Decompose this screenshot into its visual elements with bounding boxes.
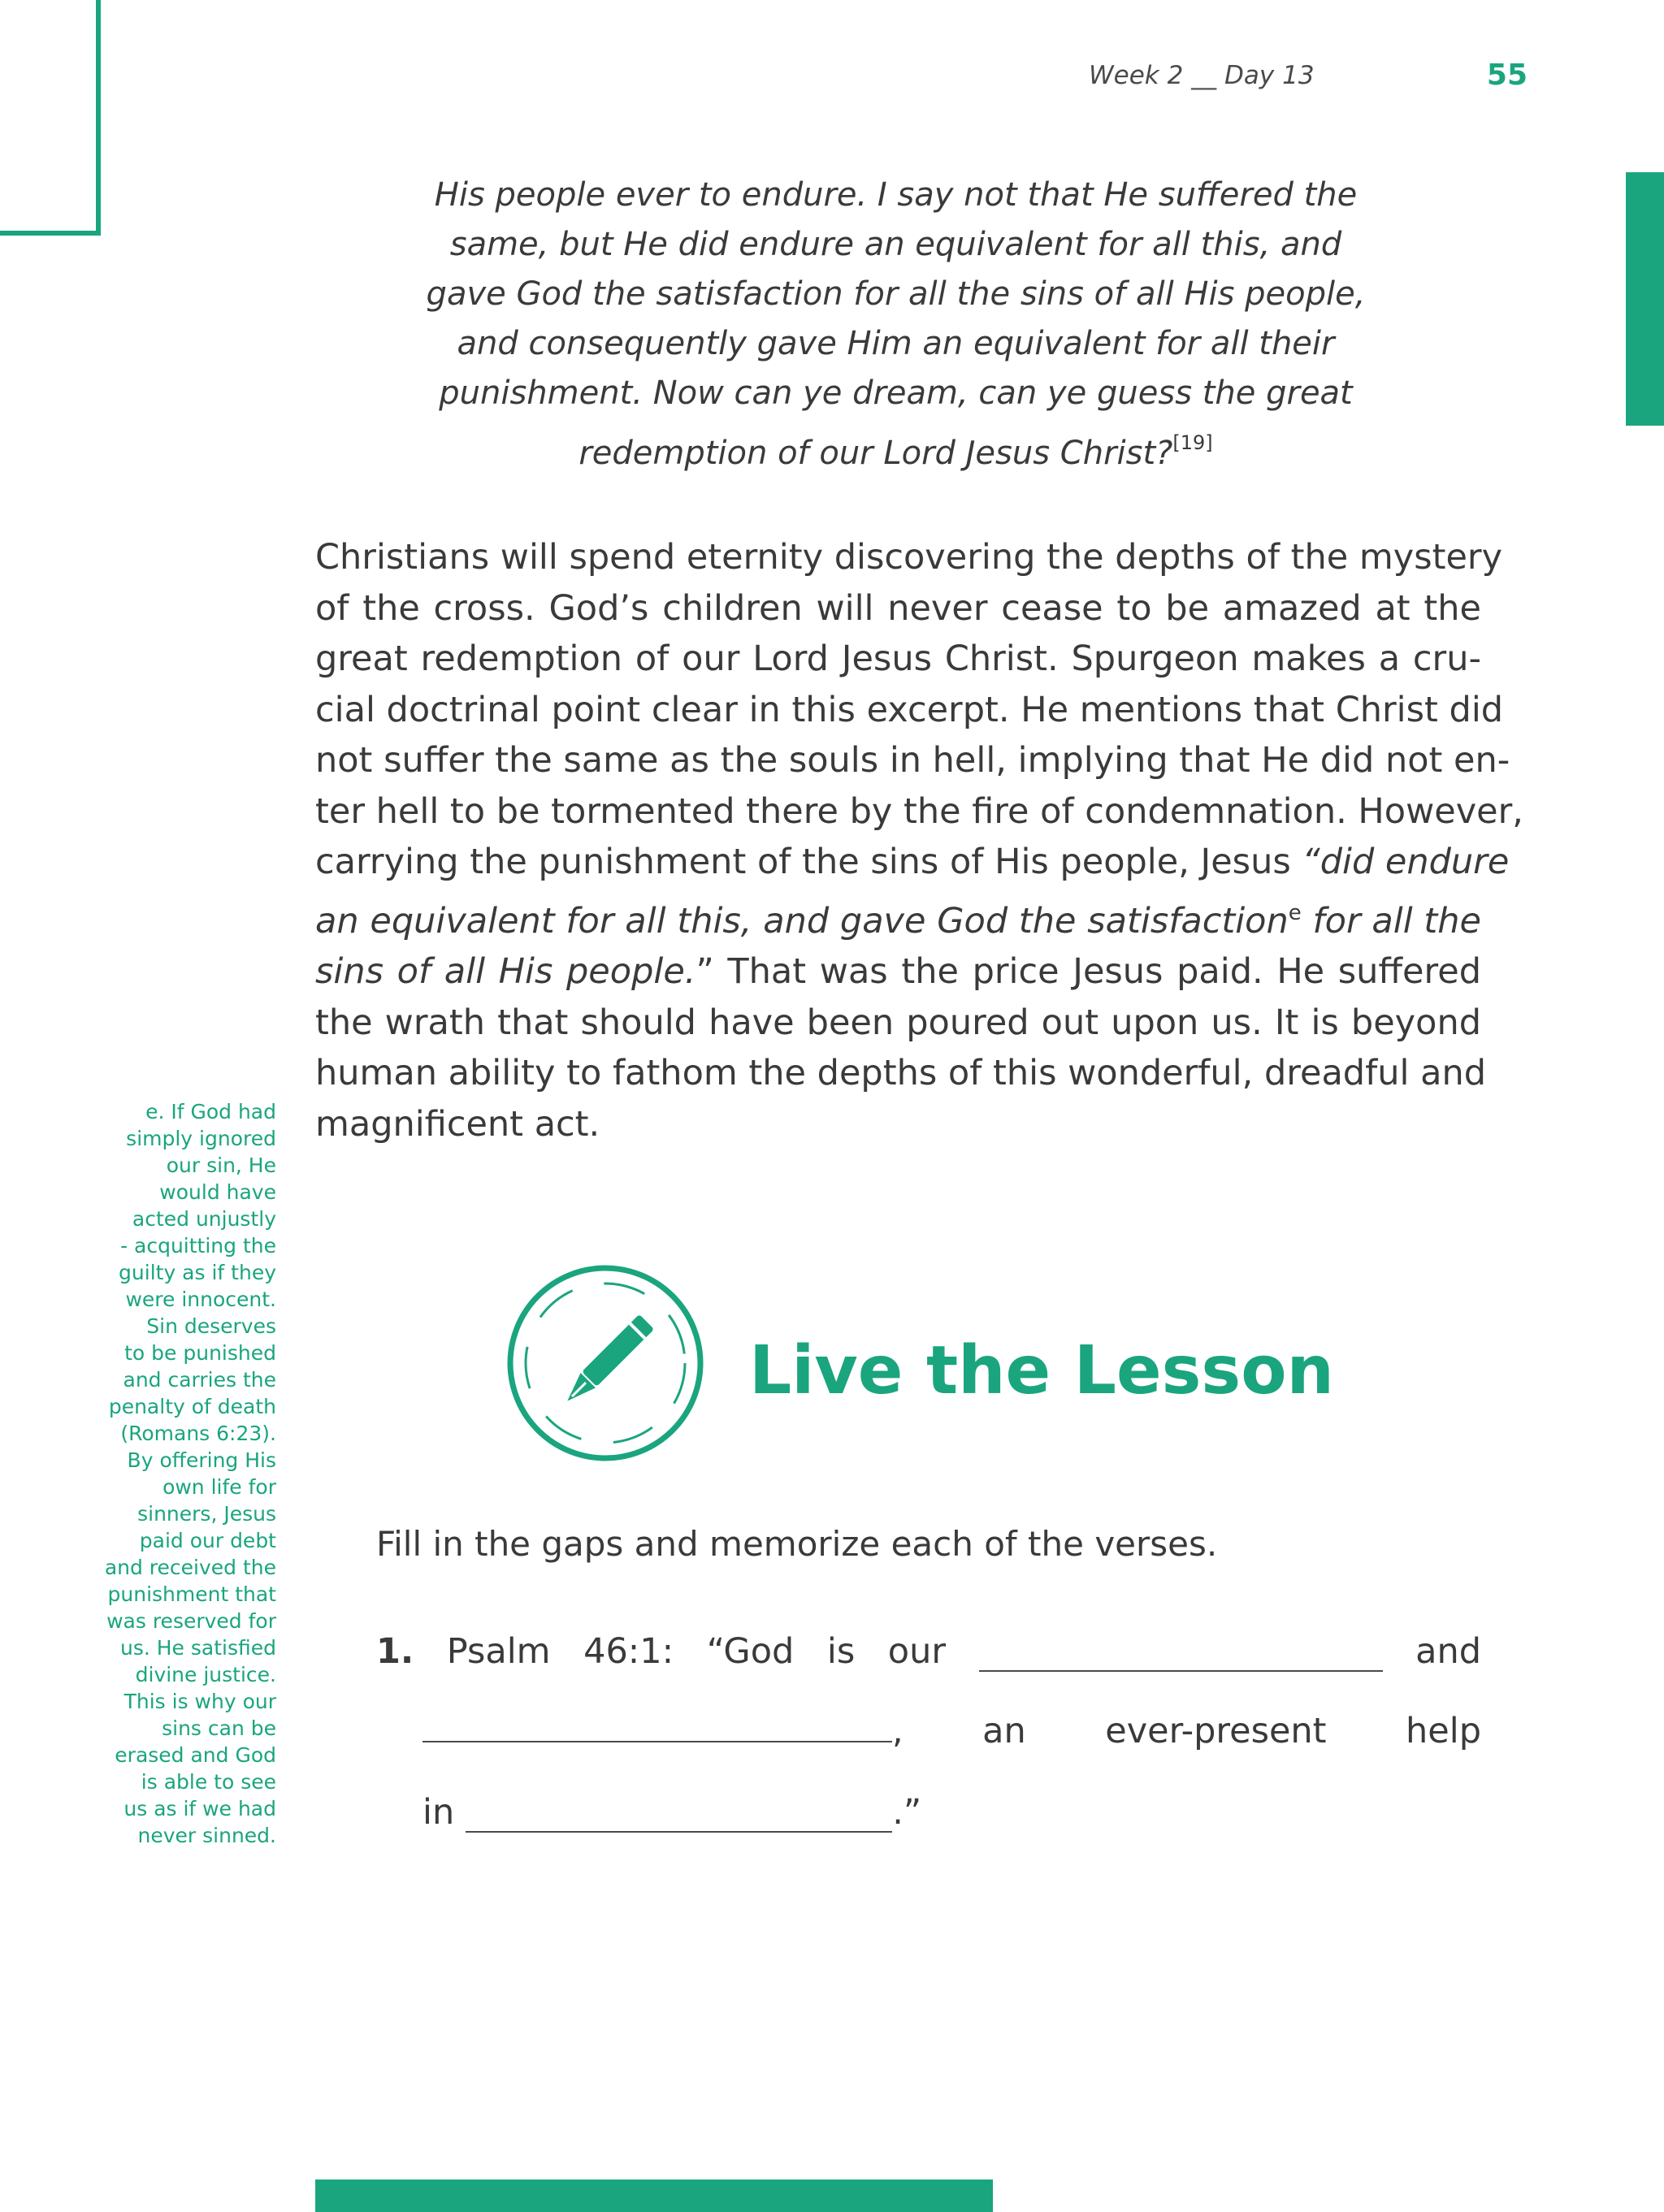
- note-line: and carries the: [123, 1368, 276, 1392]
- quote-line-last: [374, 418, 1418, 478]
- note-line: our sin, He: [166, 1154, 276, 1177]
- note-line: to be punished: [124, 1341, 276, 1365]
- note-line: guilty as if they: [119, 1261, 276, 1284]
- verse-word: and: [1415, 1631, 1481, 1672]
- body-paragraph: [315, 532, 1523, 1149]
- body-line: the wrath that should have been poured out upon us. It is beyond: [315, 1002, 1481, 1043]
- note-line: sinners, Jesus: [137, 1502, 276, 1526]
- fill-in-blank[interactable]: [466, 1789, 892, 1833]
- instruction-text: Fill in the gaps and memorize each of the verses.: [376, 1524, 1218, 1564]
- verse-word: “God: [706, 1631, 795, 1672]
- footnote-reference: [19]: [1172, 431, 1213, 454]
- note-line: simply ignored: [126, 1127, 276, 1150]
- note-line: (Romans 6:23).: [120, 1422, 276, 1445]
- verse-word: 46:1:: [583, 1631, 674, 1672]
- quote-text: redemption of our Lord Jesus Christ?: [578, 435, 1173, 472]
- block-quote: [374, 171, 1418, 478]
- body-line: not suffer the same as the souls in hell, implying that He did not en-: [315, 740, 1510, 781]
- page-number: 55: [1486, 58, 1528, 92]
- note-line: - acquitting the: [120, 1234, 276, 1258]
- note-line: This is why our: [124, 1690, 276, 1713]
- exercise-row: [422, 1784, 942, 1833]
- punctuation: ,: [892, 1711, 904, 1751]
- verse-word: ever-present: [1105, 1711, 1327, 1751]
- margin-note: [81, 1098, 276, 1849]
- side-tab: [1626, 172, 1664, 426]
- sidenote-marker: e: [1288, 900, 1302, 925]
- body-italic-segment: for all the: [1301, 900, 1481, 942]
- punctuation: .”: [892, 1792, 922, 1833]
- body-text-segment: carrying the punishment of the sins of His people, Jesus: [315, 842, 1302, 882]
- fill-in-blank[interactable]: [979, 1628, 1383, 1672]
- verse-word: our: [887, 1631, 947, 1672]
- body-line: ter hell to be tormented there by the fire of condemnation. However,: [315, 790, 1523, 832]
- body-line: great redemption of our Lord Jesus Christ. Spurgeon makes a cru-: [315, 638, 1481, 679]
- note-line: punishment that: [107, 1582, 276, 1606]
- corner-frame: [0, 0, 101, 236]
- body-line: of the cross. God’s children will never cease to be amazed at the: [315, 587, 1481, 629]
- fill-in-blank[interactable]: [422, 1699, 892, 1742]
- note-line: paid our debt: [139, 1529, 276, 1552]
- body-line: cial doctrinal point clear in this excerpt. He mentions that Christ did: [315, 689, 1504, 730]
- body-line: [315, 837, 1510, 888]
- note-line: e. If God had: [145, 1100, 276, 1123]
- quote-line: and consequently gave Him an equivalent for all their: [457, 325, 1335, 362]
- body-line: Christians will spend eternity discovering the depths of the mystery: [315, 537, 1503, 578]
- note-line: would have: [159, 1180, 276, 1204]
- note-line: acted unjustly: [132, 1207, 276, 1231]
- body-line: human ability to fathom the depths of this wonderful, dreadful and: [315, 1053, 1487, 1093]
- body-line: [315, 888, 1481, 947]
- body-italic-segment: “did endure: [1302, 842, 1510, 882]
- bottom-bar: [315, 2180, 993, 2212]
- pencil-icon: [505, 1263, 705, 1463]
- exercise-row: [422, 1703, 1481, 1751]
- quote-line: same, but He did endure an equivalent for all this, and: [449, 226, 1342, 263]
- note-line: Sin deserves: [146, 1314, 276, 1338]
- verse-word: in: [422, 1792, 455, 1833]
- note-line: erased and God: [115, 1743, 276, 1767]
- quote-line: punishment. Now can ye dream, can ye guess the great: [439, 374, 1353, 412]
- exercise-row: [376, 1623, 1481, 1672]
- verse-word: Psalm: [446, 1631, 551, 1672]
- verse-word: is: [826, 1631, 856, 1672]
- verse-word: help: [1406, 1711, 1481, 1751]
- note-line: was reserved for: [106, 1609, 276, 1633]
- note-line: us as if we had: [124, 1797, 276, 1820]
- running-header: Week 2 __ Day 13: [1089, 61, 1315, 90]
- note-line: By offering His: [127, 1448, 276, 1472]
- note-line: and received the: [104, 1556, 276, 1579]
- note-line: us. He satisfied: [119, 1636, 276, 1660]
- note-line: never sinned.: [137, 1824, 276, 1847]
- note-line: penalty of death: [108, 1395, 276, 1418]
- section-title: Live the Lesson: [749, 1332, 1334, 1409]
- verse-word: an: [982, 1711, 1026, 1751]
- quote-line: His people ever to endure. I say not that He suffered the: [434, 176, 1358, 214]
- exercise-number: 1.: [376, 1631, 414, 1672]
- body-text-segment: ” That was the price Jesus paid. He suffered: [696, 951, 1481, 992]
- note-line: is able to see: [141, 1770, 276, 1794]
- note-line: divine justice.: [135, 1663, 276, 1686]
- body-italic-segment: sins of all His people.: [315, 951, 696, 992]
- body-line: magnificent act.: [315, 1103, 600, 1145]
- quote-line: gave God the satisfaction for all the sins of all His people,: [426, 275, 1366, 313]
- blank-group: [422, 1699, 904, 1751]
- note-line: were innocent.: [125, 1288, 276, 1311]
- body-line: [315, 946, 1481, 998]
- note-line: own life for: [162, 1475, 276, 1499]
- body-italic-segment: an equivalent for all this, and gave God the satisfaction: [315, 900, 1289, 942]
- note-line: sins can be: [162, 1716, 276, 1740]
